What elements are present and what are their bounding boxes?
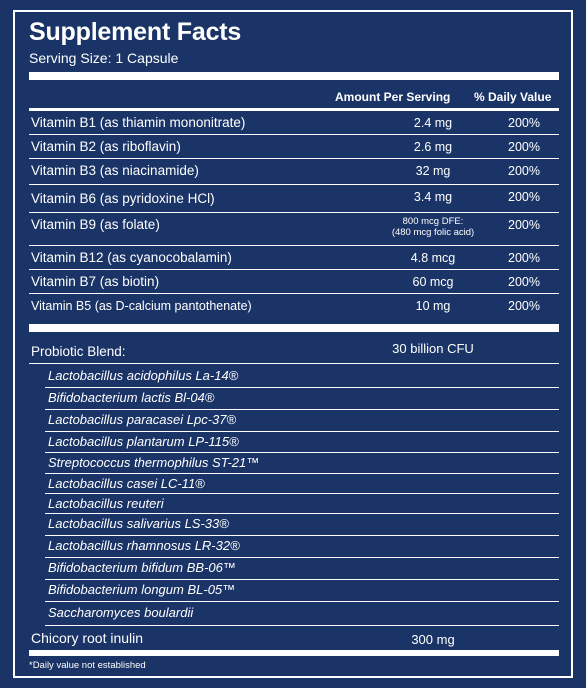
probiotic-strain-row [45,558,559,580]
vitamin-daily-value: 200% [508,190,540,204]
probiotic-strain-name: Streptococcus thermophilus ST-21™ [48,455,260,470]
probiotic-strain-name: Lactobacillus paracasei Lpc-37® [48,412,237,427]
probiotic-strain-name: Lactobacillus rhamnosus LR-32® [48,538,240,553]
vitamin-amount: 4.8 mcg [410,251,456,265]
vitamin-row [29,294,559,318]
folic-acid-amount-line: (480 mcg folic acid) [391,227,475,238]
vitamin-amount: 60 mcg [412,275,454,289]
thick-rule-top [29,72,559,80]
vitamin-row [29,246,559,270]
vitamin-row [29,135,559,159]
probiotic-strain-name: Lactobacillus plantarum LP-115® [48,434,239,449]
probiotic-strain-row [45,364,559,388]
vitamin-name: Vitamin B9 (as folate) [31,217,160,232]
serving-size: Serving Size: 1 Capsule [29,50,179,66]
probiotic-strain-name: Bifidobacterium lactis Bl-04® [48,390,215,405]
probiotic-strain-row [45,602,559,626]
probiotic-strain-row [45,494,559,514]
vitamin-daily-value: 200% [508,218,540,232]
vitamin-name: Vitamin B12 (as cyanocobalamin) [31,250,232,265]
probiotic-strain-row [45,580,559,602]
supplement-facts-panel [13,10,573,678]
probiotic-strain-row [45,474,559,494]
panel-title: Supplement Facts [29,18,242,46]
vitamin-name: Vitamin B6 (as pyridoxine HCl) [31,191,215,206]
vitamin-row [29,159,559,185]
vitamin-name: Vitamin B1 (as thiamin mononitrate) [31,115,246,130]
vitamin-amount: 2.4 mg [413,116,453,130]
vitamin-amount: 2.6 mg [413,140,453,154]
probiotic-strain-name: Lactobacillus reuteri [48,496,164,511]
probiotic-strain-row [45,536,559,558]
inulin-name: Chicory root inulin [31,630,144,646]
probiotic-strain-row [45,410,559,432]
vitamin-daily-value: 200% [508,164,540,178]
vitamin-name: Vitamin B3 (as niacinamide) [31,163,199,178]
daily-value-header: % Daily Value [474,90,552,104]
thick-rule-bottom [29,650,559,656]
folate-amount-line: 800 mcg DFE: [402,216,464,227]
probiotic-strain-name: Saccharomyces boulardii [48,605,194,620]
probiotic-strain-name: Bifidobacterium longum BL-05™ [48,582,236,597]
vitamin-name: Vitamin B5 (as D-calcium pantothenate) [31,299,252,313]
probiotic-blend-amount: 30 billion CFU [392,341,474,356]
probiotic-strain-row [45,432,559,453]
vitamin-daily-value: 200% [508,251,540,265]
vitamin-amount: 10 mg [415,299,451,313]
probiotic-strain-row [45,388,559,410]
vitamin-row [29,111,559,135]
probiotic-strain-name: Lactobacillus acidophilus La-14® [48,368,239,383]
vitamin-name: Vitamin B7 (as biotin) [31,274,160,289]
vitamin-daily-value: 200% [508,140,540,154]
probiotic-strain-name: Bifidobacterium bifidum BB-06™ [48,560,236,575]
vitamin-name: Vitamin B2 (as riboflavin) [31,139,181,154]
vitamin-row [29,270,559,294]
footnote: *Daily value not established [29,660,146,671]
vitamin-daily-value: 200% [508,299,540,313]
probiotic-strain-row [45,514,559,536]
probiotic-strain-row [45,453,559,474]
probiotic-strain-name: Lactobacillus salivarius LS-33® [48,516,229,531]
vitamin-amount: 32 mg [415,164,451,178]
thick-rule-mid [29,324,559,332]
probiotic-blend-row [29,334,559,364]
probiotic-blend-label: Probiotic Blend: [31,344,126,359]
inulin-amount: 300 mg [411,632,455,647]
vitamin-row [29,185,559,213]
vitamin-daily-value: 200% [508,275,540,289]
vitamin-amount [355,216,511,238]
vitamin-amount: 3.4 mg [413,190,453,204]
probiotic-strain-name: Lactobacillus casei LC-11® [48,476,205,491]
amount-header: Amount Per Serving [335,90,451,104]
vitamin-row [29,213,559,246]
vitamin-daily-value: 200% [508,116,540,130]
